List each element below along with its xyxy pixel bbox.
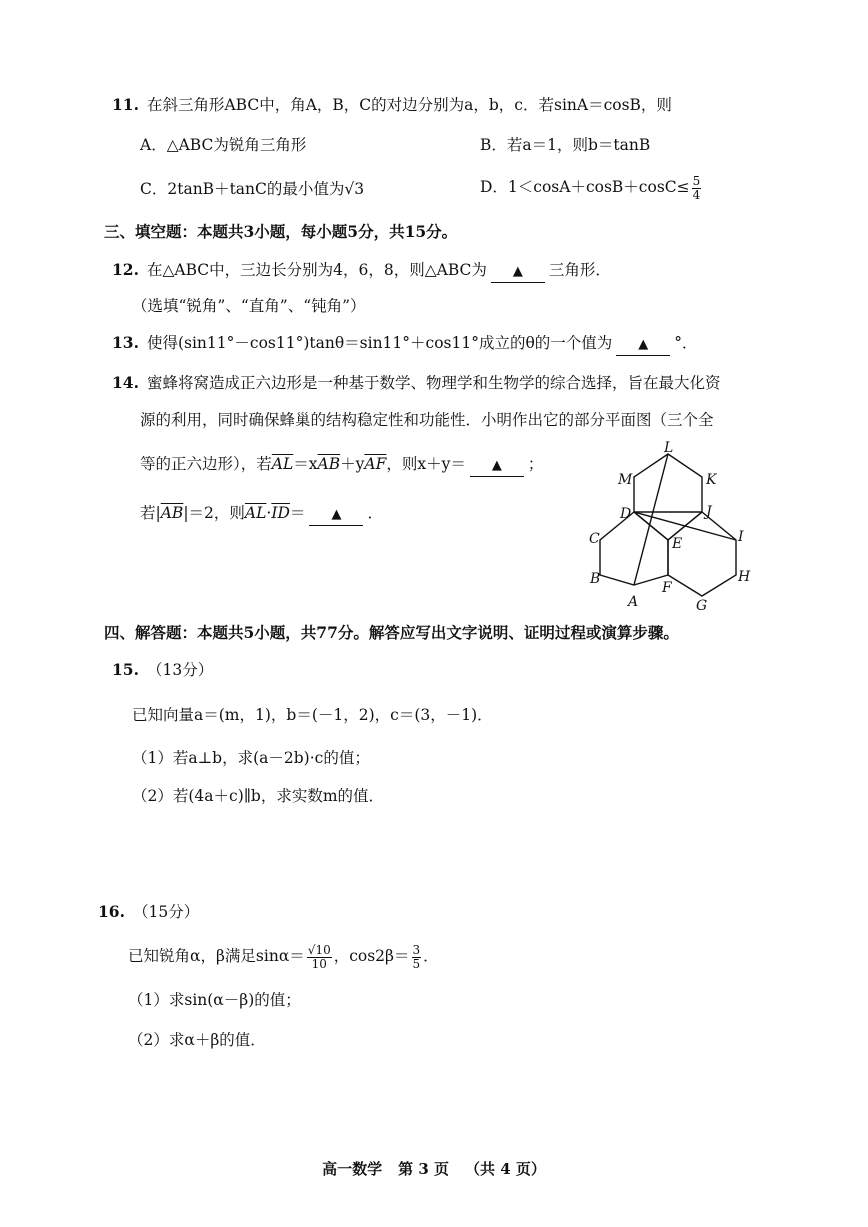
- q11-option-d-fraction: [692, 175, 702, 202]
- q12-suffix: 三角形．: [548, 261, 611, 279]
- q14-line4-a: 若|: [140, 504, 161, 522]
- footer-total: （共 4 页）: [465, 1160, 546, 1178]
- q11-option-c: C．2tanB＋tanC的最小值为√3: [140, 180, 365, 198]
- honeycomb-figure: [578, 440, 778, 615]
- label-d: D: [620, 506, 632, 522]
- label-k: K: [706, 472, 717, 488]
- q14-line1-text: 蜜蜂将窝造成正六边形是一种基于数学、物理学和生物学的综合选择，旨在最大化资: [146, 374, 721, 392]
- q11-option-a: A．△ABC为锐角三角形: [140, 136, 307, 154]
- q11-option-d-den: 4: [692, 187, 701, 202]
- label-c: C: [589, 531, 600, 547]
- q14-line4-end: ．: [367, 504, 383, 522]
- q11-stem: [112, 92, 672, 118]
- q12-line1: [112, 257, 611, 283]
- q16-sin-fraction: [307, 944, 332, 971]
- q13-line: [112, 330, 698, 356]
- label-a: A: [628, 594, 639, 610]
- q11-number: 11.: [112, 95, 139, 114]
- q16-number: 16.: [98, 902, 125, 921]
- q14-line3-b: ＝x: [293, 455, 318, 473]
- q14-blank2-marker: ▲: [331, 507, 342, 522]
- q16-stem-mid: ，cos2β＝: [333, 947, 410, 965]
- vector-id: $\overline{ID}$: [271, 504, 290, 522]
- q16-sin-num: √10: [307, 942, 331, 957]
- label-f: F: [662, 580, 672, 596]
- vector-al: $\overline{AL}$: [271, 455, 294, 473]
- q13-blank-marker: ▲: [638, 337, 649, 352]
- q14-line3-a: 等的正六边形），若: [140, 455, 272, 473]
- q15-part1: （1）若a⊥b，求(a－2b)·c的值；: [132, 749, 370, 767]
- q14-line4: [140, 500, 383, 526]
- label-l: L: [664, 440, 674, 456]
- q14-line3-d: ，则x＋y＝: [386, 455, 466, 473]
- q14-dot: ·: [266, 504, 272, 522]
- q14-number: 14.: [112, 373, 139, 392]
- q16-cos-num: 3: [412, 942, 421, 957]
- label-e: E: [672, 536, 683, 552]
- q16-points: （15分）: [132, 903, 200, 921]
- q12-text: 在△ABC中，三边长分别为4，6，8，则△ABC为: [146, 261, 487, 279]
- label-m: M: [618, 472, 633, 488]
- q16-cos-den: 5: [412, 956, 421, 971]
- vector-al-2: $\overline{AL}$: [244, 504, 267, 522]
- q12-number: 12.: [112, 260, 139, 279]
- label-i: I: [738, 529, 744, 545]
- section4-heading: 四、解答题：本题共5小题，共77分。解答应写出文字说明、证明过程或演算步骤。: [104, 623, 679, 642]
- q14-line3-end: ；: [527, 455, 544, 473]
- section3-heading: 三、填空题：本题共3小题，每小题5分，共15分。: [104, 222, 458, 241]
- q15-points: （13分）: [146, 661, 214, 679]
- hexagon-top: [634, 454, 702, 540]
- q15-stem: 已知向量a＝(m，1)，b＝(－1，2)，c＝(3，－1)．: [132, 706, 493, 724]
- label-h: H: [738, 569, 751, 585]
- q16-stem: [128, 943, 439, 971]
- q12-blank-marker: ▲: [512, 264, 523, 279]
- label-j: J: [706, 504, 712, 520]
- q16-part1: （1）求sin(α－β)的值；: [128, 991, 301, 1009]
- label-g: G: [696, 598, 708, 614]
- q15-number: 15.: [112, 660, 139, 679]
- hexagon-left: [600, 512, 668, 585]
- label-b: B: [590, 571, 601, 587]
- q13-text: 使得(sin11°－cos11°)tanθ＝sin11°＋cos11°成立的θ的一个值为: [146, 334, 613, 352]
- q13-suffix: °．: [674, 334, 698, 352]
- q15-part2: （2）若(4a＋c)∥b，求实数m的值．: [132, 787, 385, 805]
- q16-cos-fraction: [412, 944, 422, 971]
- vector-af: $\overline{AF}$: [364, 455, 387, 473]
- q13-answer-blank[interactable]: [616, 333, 670, 356]
- q14-answer-blank-1[interactable]: [470, 454, 524, 477]
- q16-sin-den: 10: [311, 956, 327, 971]
- q16-stem-end: ．: [423, 947, 439, 965]
- q12-answer-blank[interactable]: [491, 260, 545, 283]
- q16-stem-prefix: 已知锐角α，β满足sinα＝: [128, 947, 305, 965]
- q11-option-d-text: D．1＜cosA＋cosB＋cosC≤: [480, 178, 690, 196]
- q14-line3-c: ＋y: [340, 455, 365, 473]
- q11-option-d-num: 5: [692, 173, 701, 188]
- q16-part2: （2）求α＋β的值．: [128, 1031, 266, 1049]
- q14-line3: [140, 451, 543, 477]
- q16-header: [98, 899, 199, 925]
- q11-option-b: B．若a＝1，则b＝tanB: [480, 136, 651, 154]
- q13-number: 13.: [112, 333, 139, 352]
- q14-line2: 源的利用，同时确保蜂巢的结构稳定性和功能性．小明作出它的部分平面图（三个全: [140, 411, 714, 429]
- vector-ab: $\overline{AB}$: [317, 455, 341, 473]
- page-footer: [0, 1158, 868, 1179]
- q14-line4-c: ＝: [289, 504, 306, 522]
- q11-stem-text: 在斜三角形ABC中，角A，B，C的对边分别为a，b，c．若sinA＝cosB，则: [146, 96, 672, 114]
- q14-blank1-marker: ▲: [491, 458, 502, 473]
- footer-subject: 高一数学: [322, 1160, 383, 1178]
- q11-option-d: [480, 174, 703, 202]
- footer-page: 第 3 页: [398, 1160, 449, 1178]
- q14-line4-b: |＝2，则: [183, 504, 245, 522]
- q14-line1: [112, 370, 720, 396]
- q15-header: [112, 657, 213, 683]
- q12-line2: （选填“锐角”、“直角”、“钝角”）: [132, 297, 366, 315]
- vector-ab-2: $\overline{AB}$: [160, 504, 184, 522]
- q14-answer-blank-2[interactable]: [309, 503, 363, 526]
